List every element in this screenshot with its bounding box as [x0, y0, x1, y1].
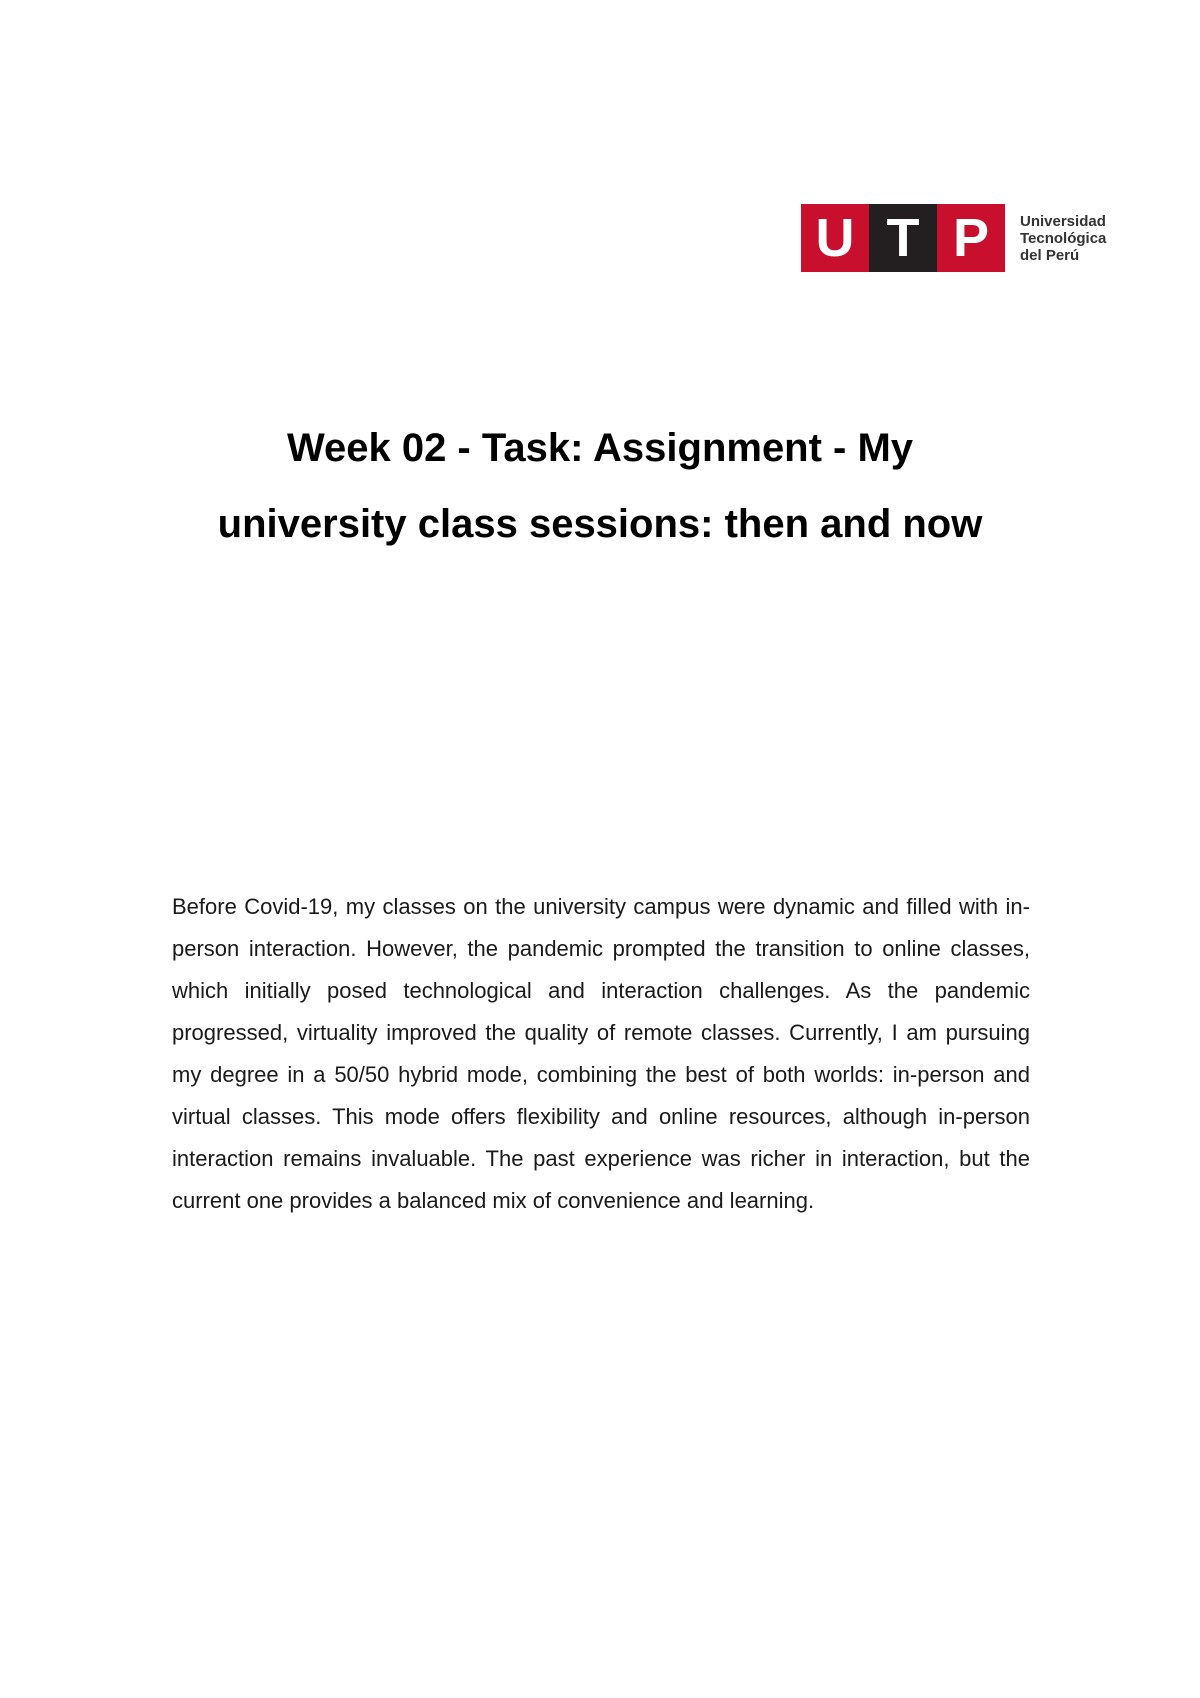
logo-letter-p: P: [937, 204, 1005, 272]
title-line-2: university class sessions: then and now: [217, 502, 983, 546]
logo-wordmark: [1020, 213, 1106, 264]
logo-mark: [801, 204, 1005, 272]
logo-letter-t: T: [869, 204, 937, 272]
logo-text-line-3: del Perú: [1020, 246, 1080, 264]
logo-letter-u: U: [801, 204, 869, 272]
document-title: [100, 410, 1100, 562]
logo-text-line-1: Universidad: [1020, 212, 1106, 230]
body-paragraph: Before Covid-19, my classes on the university campus were dynamic and filled with in-person interaction. However, the pandemic prompted the transition to online classes, which initially posed technological and interaction challenges. As the pandemic progressed, virtuality improved the quality of remote classes. Currently, I am pursuing my degree in a 50/50 hybrid mode, combining the best of both worlds: in-person and virtual classes. This mode offers flexibility and online resources, although in-person interaction remains invaluable. The past experience was richer in interaction, but the current one provides a balanced mix of convenience and learning.: [172, 894, 1030, 1213]
utp-logo: [801, 204, 1106, 272]
title-line-1: Week 02 - Task: Assignment - My: [286, 426, 914, 470]
logo-text-line-2: Tecnológica: [1020, 229, 1107, 247]
